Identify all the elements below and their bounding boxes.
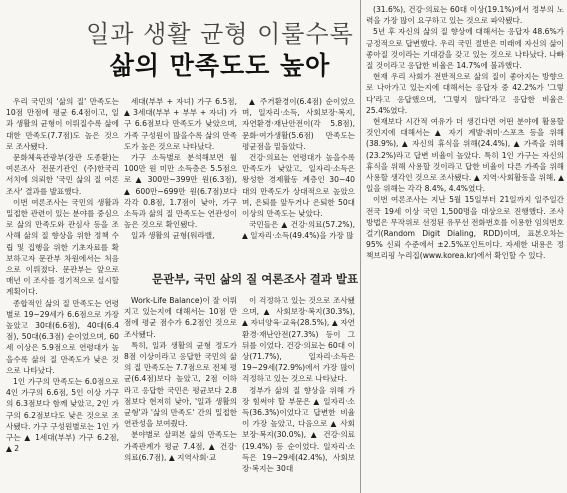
paragraph: 이 걱정하고 있는 것으로 조사됐으며, ▲ 사회보장·복지(30.3%), ▲ 자녀양육·교육(28.5%), ▲ 자연환경·재난안전(27.3%) 등이 그 뒤를 이었다. 건강·의료는 60대 이상(71.7%), 일자리·소득은 19~29세(72.9%)에서 가장 많이 걱정하고 있는 것으로 나타났다. [242,296,355,384]
paragraph: 일과 생활의 균형(워라밸, [131,231,215,241]
article-column-4 [366,4,564,490]
paragraph: 5년 후 자신의 삶의 질 향상에 대해서는 응답자 48.6%가 긍정적으로 답변했다. 우리 국민 절반은 미래에 자신의 삶이 좋아질 것이라는 기대감을 갖고 있는 것으로 나타났다. 나빠질 것이라고 응답한 비율은 14.7%에 불과했다. [366,27,564,71]
paragraph: Work-Life Balance)이 잘 이뤄지고 있는지에 대해서는 10점 만점에 평균 점수가 6.2점인 것으로 조사됐다. [124,296,237,339]
subheadline: 문관부, 국민 삶의 질 여론조사 결과 발표 [152,272,359,286]
paragraph: 특히, 일과 생활의 균형 정도가 8점 이상이라고 응답한 국민의 삶의 질 만족도는 7.7점으로 전체 평균(6.4점)보다 높았고, 2점 이하라고 응답한 국민은 평균보다 2.8점보다 현저히 낮아, '일과 생활의 균형'과 '삶의 만족도' 간의 밀접한 연관성을 보여줬다. [124,340,237,429]
article-column-3-lower [242,295,355,490]
paragraph: (31.6%), 건강·의료는 60대 이상(19.1%)에서 정부의 노력을 가장 많이 요구하고 있는 것으로 파악됐다. [366,5,564,26]
headline-title: 삶의 만족도도 높아 [109,51,331,80]
article-column-1 [6,96,119,488]
article-column-2 [124,96,237,276]
paragraph: 종합적인 삶의 질 만족도는 연령별로 19~29세가 6.6점으로 가장 높았고 30대(6.6점), 40대(6.4점), 50대(6.3점) 순이었으며, 60세 이상은 5.9점으로 연령대가 높을수록 삶의 질 만족도가 낮은 것으로 나타났다. [6,298,119,375]
paragraph: 1인 가구의 만족도는 6.0점으로 4인 가구의 6.6점, 5인 이상 가구의 6.3점보다 함께 낮았고, 2인 가구의 6.2점보다도 낮은 것으로 조사됐다. 가구 구성원별로는 1인 가구는 ▲ 1세대(부부) 가구 6.2점, ▲ 2 [6,377,119,454]
headline-subtitle: 일과 생활 균형 이룰수록 [86,20,354,48]
paragraph: 우리 국민의 '삶의 질' 만족도는 10점 만점에 평균 6.4점이고, 일과 생활의 균형이 이뤄질수록 삶에 대한 만족도(7.7점)도 높은 것으로 조사됐다. [6,97,119,151]
paragraph: 이번 여론조사는 지난 5월 15일부터 21일까지 일주일간 전국 19세 이상 국민 1,500명을 대상으로 진행했다. 조사 방법은 무작위로 선정된 유무선 전화번호를 이용한 임의번호걸기(Random Digit Dialing, RDD)이며, 표본오차는 95% 신뢰 수준에서 ±2.5%포인트이다. 자세한 내용은 정책브리핑 누리집(www.korea.kr)에서 확인할 수 있다. [366,195,564,261]
paragraph: 가구 소득별로 분석해보면 월 100만 원 미만 소득층은 5.5점으로 ▲ 300만~399만 원(6.3점), ▲ 600만~699만 원(6.7점)보다 각각 0.8점, 1.7점이 낮아, 가구 소득과 삶의 질 만족도는 연관성이 높은 것으로 확인됐다. [124,153,237,230]
paragraph: 문화체육관광부(장관 도종환)는 여론조사 전문기관인 (주)한국리서치에 의뢰한 '국민 삶의 질 여론조사' 결과를 발표했다. [6,153,119,196]
column-divider [360,0,361,493]
paragraph: 이번 여론조사는 국민의 생활과 밀접한 관련이 있는 분야를 중심으로 삶의 만족도와 관심사 등을 조사해 삶의 질 향상을 위한 정책 수립 및 집행을 위한 기초자료를 확보하고자 문관부 차원에서는 처음으로 이뤄졌다. 문관부는 앞으로 매년 이 조사를 정기적으로 실시할 계획이다. [6,197,119,297]
paragraph: 건강·의료는 연령대가 높을수록 만족도가 낮았고, 일자리·소득은 왕성한 경제활동 계층인 30~40대의 만족도가 상대적으로 높았으며, 은퇴를 앞두거나 은퇴한 50대 이상의 만족도는 낮았다. [242,153,355,219]
paragraph: 현재보다 시간적 여유가 더 생긴다면 어떤 분야에 활용할 것인지에 대해서는 ▲ 자기 계발·취미·스포츠 등을 위해(38.9%), ▲ 자신의 휴식을 위해(24.4%), ▲ 가족을 위해(23.2%)라고 답변 비율이 높았다. 특히 1인 가구는 자신의 휴식을 위해 사용할 것이라고 답한 비율이 다른 가족을 위해 사용할 생각인 것으로 조사됐다. ▲ 지역·사회활동을 위해, ▲ 일을 위해는 각각 8.4%, 4.4%였다. [366,117,564,194]
paragraph: 국민들은 ▲ 건강·의료(57.2%), ▲ 일자리·소득(49.4%)을 가장 많 [242,220,355,241]
article-column-2-lower [124,295,237,490]
paragraph: ▲ 주거환경이(6.4점) 순이었으며, 일자리·소득, 사회보장·복지, 자연환경·재난안전이(각 5.8점), 문화·여가생활(5.6점) 만족도는 평균점을 밑돌았다. [242,97,355,151]
paragraph: 현재 우리 사회가 전반적으로 삶의 질이 좋아지는 방향으로 나아가고 있는지에 대해서는 응답자 중 42.2%가 '그렇다'라고 응답했으며, '그렇지 않다'라고 응답한 비율은 25.4%였다. [366,72,564,115]
paragraph: 세대(부부 + 자녀) 가구 6.5점, ▲ 3세대(부부 + 부부 + 자녀) 가구 6.6점보다 만족도가 낮았으며, 가족 구성원이 많을수록 삶의 만족도가 높은 것으로 나타났다. [124,97,237,151]
paragraph: 분야별로 살펴본 삶의 만족도는 가족관계가 평균 7.4점, ▲ 건강·의료(6.7점), ▲ 지역사회·교 [124,430,237,462]
article-column-3 [242,96,355,266]
paragraph: 정부가 삶의 질 향상을 위해 가장 힘써야 할 부문은 ▲ 일자리·소득(36.3%)이었다고 답변한 비율이 가장 높았고, 다음으로 ▲ 사회보장·복지(30.0%), ▲ 건강·의료(19.4%) 등 순이었다. 일자리·소득은 19~29세(42.4%), 사회보장·복지는 30대 [242,385,355,474]
